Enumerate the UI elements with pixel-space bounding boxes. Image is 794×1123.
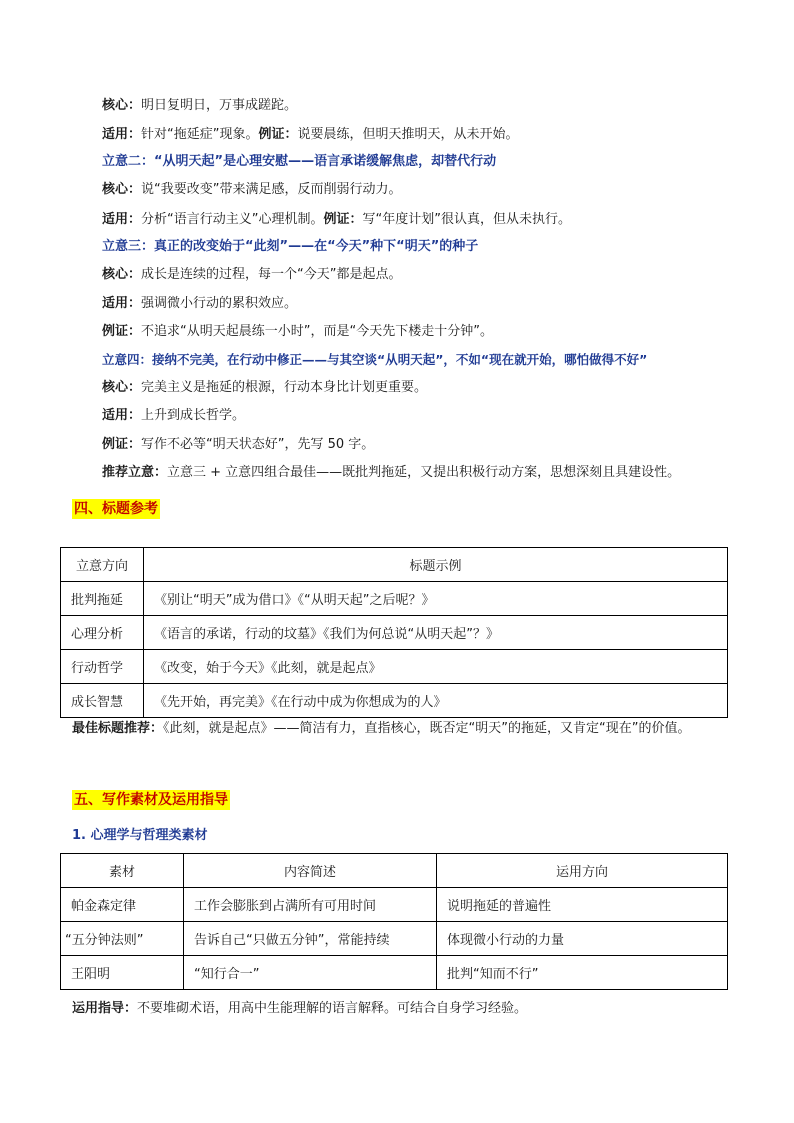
column-header: 运用方向 [437, 854, 728, 888]
table-row [61, 582, 728, 616]
table-row [61, 650, 728, 684]
table-row [61, 922, 728, 956]
table-cell: 说明拖延的普遍性 [437, 888, 728, 922]
table-cell: 《改变，始于今天》《此刻，就是起点》 [144, 650, 728, 684]
apply-line-1: 适用：针对“拖延症”现象。例证：说要晨练，但明天推明天，从未开始。 [102, 127, 519, 142]
column-header: 标题示例 [144, 548, 728, 582]
apply-line-4: 适用：上升到成长哲学。 [102, 408, 246, 423]
section-four-heading: 四、标题参考 [74, 501, 158, 517]
core-line-4: 核心：完美主义是拖延的根源，行动本身比计划更重要。 [102, 380, 428, 395]
table-cell: 王阳明 [61, 956, 184, 990]
table-cell: 帕金森定律 [61, 888, 184, 922]
table-cell: “知行合一” [184, 956, 437, 990]
table-row [61, 616, 728, 650]
table-cell: 体现微小行动的力量 [437, 922, 728, 956]
column-header: 立意方向 [61, 548, 144, 582]
usage-guidance-note: 运用指导：不要堆砌术语，用高中生能理解的语言解释。可结合自身学习经验。 [72, 1001, 528, 1016]
table-header-row [61, 854, 728, 888]
table-header-row [61, 548, 728, 582]
table-cell: 成长智慧 [61, 684, 144, 718]
table-cell: 《先开始，再完美》《在行动中成为你想成为的人》 [144, 684, 728, 718]
core-line-1: 核心：明日复明日，万事成蹉跎。 [102, 98, 298, 113]
material-subheading: 1. 心理学与哲理类素材 [72, 828, 208, 843]
table-cell: 批判“知而不行” [437, 956, 728, 990]
table-row [61, 888, 728, 922]
apply-line-2: 适用：分析“语言行动主义”心理机制。例证：写“年度计划”很认真，但从未执行。 [102, 212, 571, 227]
example-line-3: 例证：不追求“从明天起晨练一小时”，而是“今天先下楼走十分钟”。 [102, 324, 493, 339]
table-row [61, 956, 728, 990]
table-cell: 行动哲学 [61, 650, 144, 684]
title-reference-table [60, 547, 728, 718]
example-line-4: 例证：写作不必等“明天状态好”，先写 50 字。 [102, 437, 375, 452]
core-line-2: 核心：说“我要改变”带来满足感，反而削弱行动力。 [102, 182, 402, 197]
best-title-note: 最佳标题推荐：《此刻，就是起点》——简洁有力，直指核心，既否定“明天”的拖延，又肯定“现在”的价值。 [72, 721, 691, 736]
table-cell: 工作会膨胀到占满所有可用时间 [184, 888, 437, 922]
core-line-3: 核心：成长是连续的过程，每一个“今天”都是起点。 [102, 267, 402, 282]
thesis-two-heading: 立意二：“从明天起”是心理安慰——语言承诺缓解焦虑，却替代行动 [102, 154, 497, 169]
column-header: 内容简述 [184, 854, 437, 888]
recommended-thesis: 推荐立意：立意三 + 立意四组合最佳——既批判拖延，又提出积极行动方案，思想深刻且具建设性。 [102, 465, 681, 480]
thesis-four-heading: 立意四：接纳不完美，在行动中修正——与其空谈“从明天起”，不如“现在就开始，哪怕做得不好” [102, 352, 648, 367]
table-cell: 心理分析 [61, 616, 144, 650]
table-cell: 《语言的承诺，行动的坟墓》《我们为何总说“从明天起”？》 [144, 616, 728, 650]
apply-line-3: 适用：强调微小行动的累积效应。 [102, 296, 298, 311]
table-row [61, 684, 728, 718]
table-cell: “五分钟法则” [61, 922, 184, 956]
table-cell: 告诉自己“只做五分钟”，常能持续 [184, 922, 437, 956]
table-cell: 批判拖延 [61, 582, 144, 616]
thesis-three-heading: 立意三：真正的改变始于“此刻”——在“今天”种下“明天”的种子 [102, 239, 479, 254]
column-header: 素材 [61, 854, 184, 888]
table-cell: 《别让“明天”成为借口》《“从明天起”之后呢？》 [144, 582, 728, 616]
material-table [60, 853, 728, 990]
section-five-heading: 五、写作素材及运用指导 [74, 792, 228, 808]
